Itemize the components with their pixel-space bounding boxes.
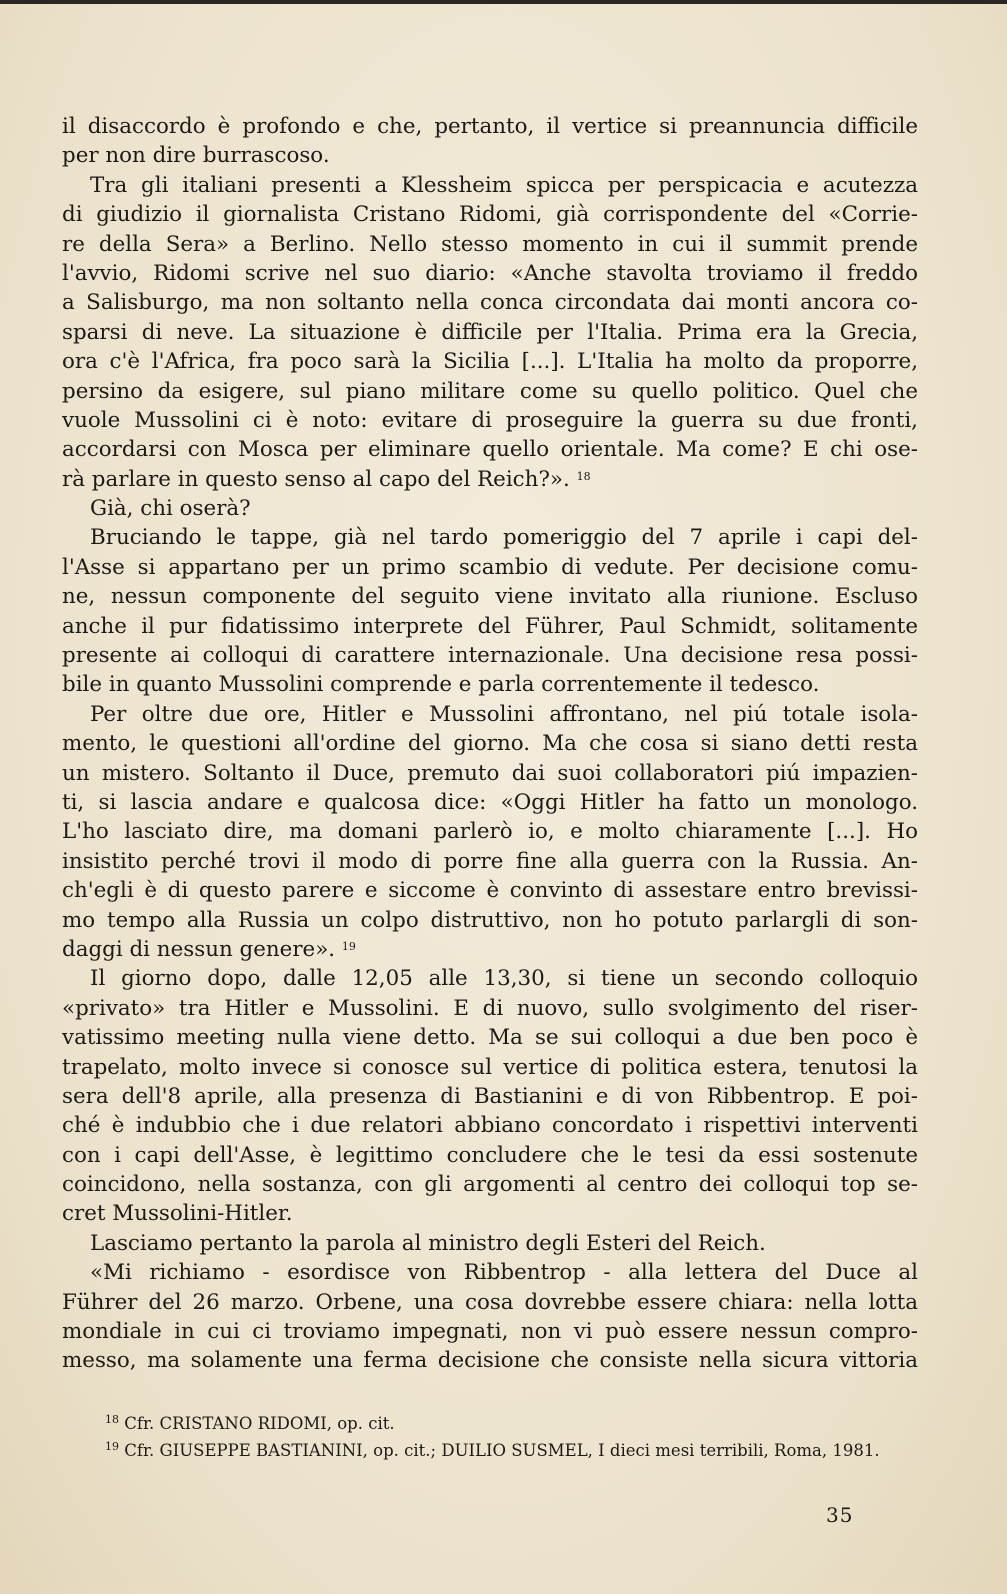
text-line: Già, chi oserà?	[90, 496, 251, 522]
footnote	[105, 1437, 925, 1464]
text-line: per non dire burrascoso.	[62, 143, 330, 169]
footnotes	[105, 1410, 925, 1464]
text-line: Bruciando le tappe, già nel tardo pomeriggio del 7 aprile i capi del-	[90, 525, 918, 551]
body-text	[62, 112, 918, 1376]
text-line: Führer del 26 marzo. Orbene, una cosa dovrebbe essere chiara: nella lotta	[62, 1289, 918, 1315]
text-line: con i capi dell'Asse, è legittimo concludere che le tesi da essi sostenute	[62, 1142, 918, 1168]
text-line: mondiale in cui ci troviamo impegnati, non vi può essere nessun compro-	[62, 1319, 918, 1345]
text-line-content: daggi di nessun genere».	[62, 936, 336, 962]
footnote-number: 19	[105, 1440, 119, 1453]
text-line: ch'egli è di questo parere e siccome è convinto di assestare entro brevissi-	[62, 878, 918, 904]
page-number: 35	[826, 1503, 854, 1527]
text-line: ora c'è l'Africa, fra poco sarà la Sicilia [...]. L'Italia ha molto da proporre,	[62, 349, 918, 375]
text-line: presente ai colloqui di carattere internazionale. Una decisione resa possi-	[62, 643, 918, 669]
footnote-number: 18	[105, 1413, 119, 1426]
text-line: re della Sera» a Berlino. Nello stesso momento in cui il summit prende	[62, 231, 918, 257]
text-line: «Mi richiamo - esordisce von Ribbentrop - alla lettera del Duce al	[90, 1260, 918, 1286]
text-line: insistito perché trovi il modo di porre fine alla guerra con la Russia. An-	[62, 848, 918, 874]
text-line: ti, si lascia andare e qualcosa dice: «Oggi Hitler ha fatto un monologo.	[62, 789, 918, 815]
footnote-text: Cfr. GIUSEPPE BASTIANINI, op. cit.; DUILIO SUSMEL, I dieci mesi terribili, Roma, 1981.	[124, 1441, 880, 1460]
text-line: mo tempo alla Russia un colpo distruttivo, non ho potuto parlargli di son-	[62, 907, 918, 933]
text-line: «privato» tra Hitler e Mussolini. E di nuovo, sullo svolgimento del riser-	[62, 995, 918, 1021]
text-line: cret Mussolini-Hitler.	[62, 1201, 293, 1227]
text-line: sparsi di neve. La situazione è difficile per l'Italia. Prima era la Grecia,	[62, 319, 918, 345]
text-line-with-note	[62, 935, 918, 964]
text-line: L'ho lasciato dire, ma domani parlerò io, e molto chiaramente [...]. Ho	[62, 819, 918, 845]
text-line: vatissimo meeting nulla viene detto. Ma se sui colloqui a due ben poco è	[62, 1025, 918, 1051]
text-line: di giudizio il giornalista Cristano Ridomi, già corrispondente del «Corrie-	[62, 202, 918, 228]
footnote-ref: 18	[576, 469, 591, 483]
footnote-text: Cfr. CRISTANO RIDOMI, op. cit.	[124, 1414, 395, 1433]
text-line: Lasciamo pertanto la parola al ministro degli Esteri del Reich.	[90, 1230, 766, 1256]
text-line-with-note	[62, 465, 918, 494]
text-line: Il giorno dopo, dalle 12,05 alle 13,30, si tiene un secondo colloquio	[90, 966, 918, 992]
text-line: mento, le questioni all'ordine del giorno. Ma che cosa si siano detti resta	[62, 731, 918, 757]
text-line: Per oltre due ore, Hitler e Mussolini affrontano, nel piú totale isola-	[90, 701, 918, 727]
text-line: l'avvio, Ridomi scrive nel suo diario: «Anche stavolta troviamo il freddo	[62, 260, 918, 286]
footnote-ref: 19	[341, 939, 356, 953]
text-line: Tra gli italiani presenti a Klessheim spicca per perspicacia e acutezza	[90, 172, 918, 198]
text-line: l'Asse si appartano per un primo scambio di vedute. Per decisione comu-	[62, 554, 918, 580]
text-line: persino da esigere, sul piano militare come su quello politico. Quel che	[62, 378, 918, 404]
text-line: sera dell'8 aprile, alla presenza di Bastianini e di von Ribbentrop. E poi-	[62, 1083, 918, 1109]
text-line-content: rà parlare in questo senso al capo del Reich?».	[62, 466, 570, 492]
text-line: trapelato, molto invece si conosce sul vertice di politica estera, tenutosi la	[62, 1054, 918, 1080]
scan-top-edge	[0, 0, 1007, 4]
text-line: vuole Mussolini ci è noto: evitare di proseguire la guerra su due fronti,	[62, 407, 918, 433]
text-line: bile in quanto Mussolini comprende e parla correntemente il tedesco.	[62, 672, 820, 698]
text-line: il disaccordo è profondo e che, pertanto, il vertice si preannuncia difficile	[62, 114, 918, 139]
text-line: ché è indubbio che i due relatori abbiano concordato i rispettivi interventi	[62, 1113, 918, 1139]
text-line: anche il pur fidatissimo interprete del Führer, Paul Schmidt, solitamente	[62, 613, 918, 639]
text-line: un mistero. Soltanto il Duce, premuto dai suoi collaboratori piú impazien-	[62, 760, 918, 786]
text-line: a Salisburgo, ma non soltanto nella conca circondata dai monti ancora co-	[62, 290, 918, 316]
text-line: ne, nessun componente del seguito viene invitato alla riunione. Escluso	[62, 584, 918, 610]
text-line: accordarsi con Mosca per eliminare quello orientale. Ma come? E chi ose-	[62, 437, 918, 463]
footnote	[105, 1410, 925, 1437]
text-line: coincidono, nella sostanza, con gli argomenti al centro dei colloqui top se-	[62, 1172, 918, 1198]
text-line: messo, ma solamente una ferma decisione che consiste nella sicura vittoria	[62, 1348, 918, 1374]
